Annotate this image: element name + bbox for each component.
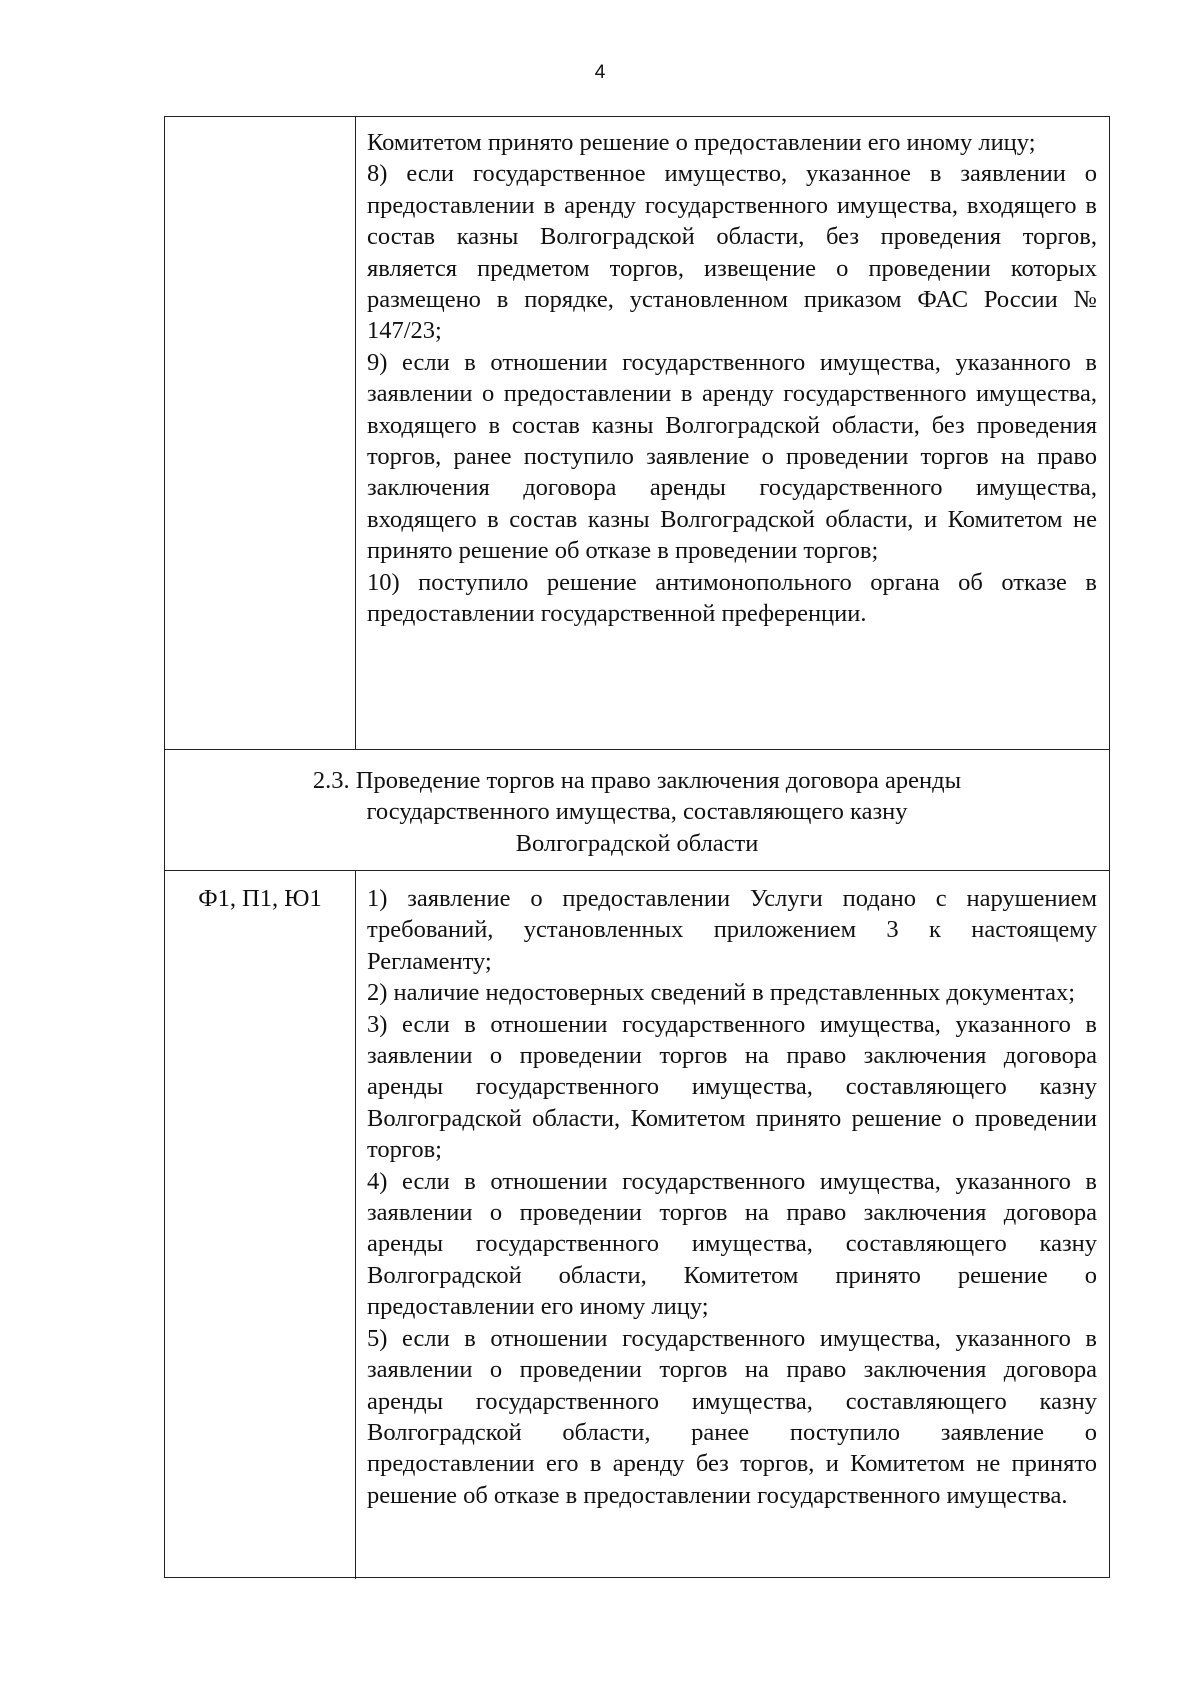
list-item: 3) если в отношении государственного имущества, указанного в заявлении о проведении торгов на право заключения договора аренды государственного имущества, составляющего казну Волгоградской области, Комитетом принято решение о проведении торгов; xyxy=(367,1010,1097,1164)
list-item: Комитетом принято решение о предоставлении его иному лицу; xyxy=(367,129,1036,156)
list-item: 8) если государственное имущество, указанное в заявлении о предоставлении в аренду государственного имущества, входящего в состав казны Волгоградской области, без проведения торгов, является предметом торгов, извещение о проведении которых размещено в порядке, установленном приказом ФАС России № 147/23; xyxy=(367,160,1097,345)
list-item: 9) если в отношении государственного имущества, указанного в заявлении о предоставлении в аренду государственного имущества, входящего в состав казны Волгоградской области, без проведения торгов, ранее поступило заявление о проведении торгов на право заключения договора аренды государственного имущества, входящего в состав казны Волгоградской области, и Комитетом не принято решение об отказе в проведении торгов; xyxy=(367,348,1097,565)
row-divider xyxy=(165,870,1109,871)
list-item: 2) наличие недостоверных сведений в представленных документах; xyxy=(367,979,1075,1007)
section-heading xyxy=(165,765,1109,859)
list-item: 5) если в отношении государственного имущества, указанного в заявлении о проведении торгов на право заключения договора аренды государственного имущества, составляющего казну Волгоградской области, ранее поступило заявление о предоставлении его в аренду без торгов, и Комитетом не принято решение об отказе в предоставлении государственного имущества. xyxy=(367,1324,1097,1509)
list-item: 4) если в отношении государственного имущества, указанного в заявлении о проведении торгов на право заключения договора аренды государственного имущества, составляющего казну Волгоградской области, Комитетом принято решение о предоставлении его иному лицу; xyxy=(367,1167,1097,1321)
row-divider xyxy=(165,749,1109,750)
page-number: 4 xyxy=(594,62,606,83)
column-divider xyxy=(355,117,356,749)
row2-content-cell xyxy=(367,883,1097,1511)
applicant-categories: Ф1, П1, Ю1 xyxy=(198,885,322,912)
row1-content-cell xyxy=(367,127,1097,630)
section-heading-line: 2.3. Проведение торгов на право заключения договора аренды xyxy=(312,767,962,794)
list-item: 10) поступило решение антимонопольного органа об отказе в предоставлении государственной преференции. xyxy=(367,568,1097,628)
column-divider xyxy=(355,870,356,1579)
section-heading-line: Волгоградской области xyxy=(515,829,759,857)
list-item: 1) заявление о предоставлении Услуги подано с нарушением требований, установленных приложением 3 к настоящему Регламенту; xyxy=(367,885,1097,975)
section-heading-line: государственного имущества, составляющего казну xyxy=(366,798,908,826)
document-table xyxy=(164,116,1110,1578)
